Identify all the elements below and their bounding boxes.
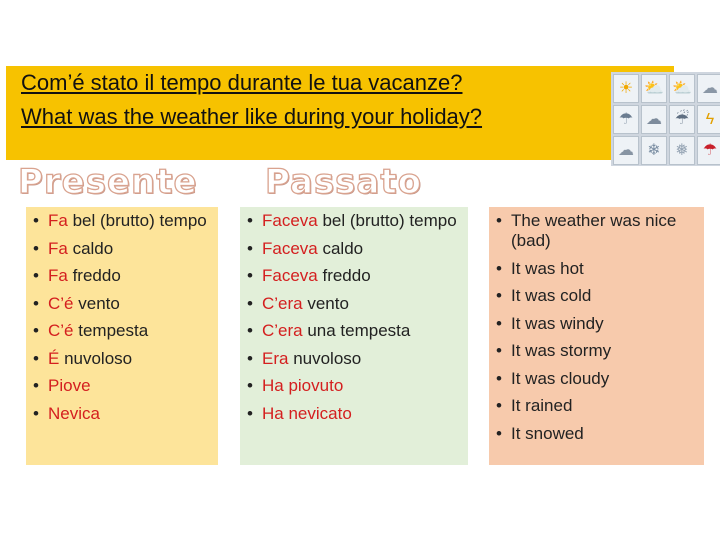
list-item [32,266,212,286]
list-item [246,376,462,396]
highlight-word: C’era [262,293,303,313]
item-text: nuvoloso [288,348,362,368]
list-item [246,349,462,369]
highlight-word: C’é [48,321,74,340]
lightning-icon: ϟ [697,105,720,134]
heading-presente: Presente [18,162,198,202]
item-text: nuvoloso [59,348,133,368]
highlight-word: Fa [48,266,68,285]
list-item [246,266,462,286]
present-panel [26,207,218,465]
list-item [246,211,462,231]
list-item [32,239,212,259]
highlight-word: Faceva [262,238,318,258]
list-item: • It was cloudy [495,369,698,389]
list-item [32,294,212,314]
highlight-word: É [48,348,60,368]
list-item: • The weather was nice (bad) [495,211,698,251]
title-english: What was the weather like during your holiday? [21,104,483,129]
highlight-word: Piove [48,376,91,395]
rain-cloud-icon: ☁ [641,105,667,134]
item-text: freddo [317,266,371,285]
list-item [246,404,462,424]
highlight-word: C’é [48,293,74,313]
list-item [246,321,462,341]
umbrella-icon: ☂ [697,136,720,165]
snow-cloud-icon: ❅ [669,136,695,165]
list-item [32,349,212,369]
list-item: • It snowed [495,424,698,444]
snow-icon: ❄ [641,136,667,165]
list-item [32,404,212,424]
item-text: freddo [67,266,121,285]
item-text: caldo [317,238,364,258]
present-list [32,211,212,424]
item-text: bel (brutto) tempo [317,211,457,230]
highlight-word: Nevica [48,403,100,423]
past-list [246,211,462,424]
heavy-rain-icon: ☔ [669,105,695,134]
highlight-word: Ha piovuto [262,376,344,395]
highlight-word: Era [262,348,289,368]
highlight-word: C’era [262,321,303,340]
highlight-word: Faceva [262,266,318,285]
highlight-word: Faceva [262,211,318,230]
list-item [246,239,462,259]
item-text: tempesta [73,321,149,340]
title-banner [6,66,674,160]
english-panel [489,207,704,465]
list-item: • It rained [495,396,698,416]
rain-icon: ☂ [613,105,639,134]
sun-icon: ☀ [613,74,639,103]
list-item [32,376,212,396]
weather-icon-grid [611,72,720,166]
list-item: • It was hot [495,259,698,279]
item-text: bel (brutto) tempo [67,211,207,230]
list-item [32,211,212,231]
hail-icon: ☁ [613,136,639,165]
sun-cloud-icon: ⛅ [641,74,667,103]
highlight-word: Ha nevicato [262,403,352,423]
past-panel [240,207,468,465]
item-text: una tempesta [302,321,411,340]
list-item [246,294,462,314]
list-item: • It was stormy [495,341,698,361]
highlight-word: Fa [48,211,68,230]
list-item [32,321,212,341]
cloud-sun-icon: ⛅ [669,74,695,103]
title-italian: Com’é stato il tempo durante le tua vacanze? [21,70,463,95]
list-item: • It was cold [495,286,698,306]
item-text: vento [73,293,120,313]
highlight-word: Fa [48,238,68,258]
heading-passato: Passato [265,162,422,202]
cloud-icon: ☁ [697,74,720,103]
list-item: • It was windy [495,314,698,334]
item-text: caldo [67,238,114,258]
item-text: vento [302,293,349,313]
english-list [495,211,698,444]
